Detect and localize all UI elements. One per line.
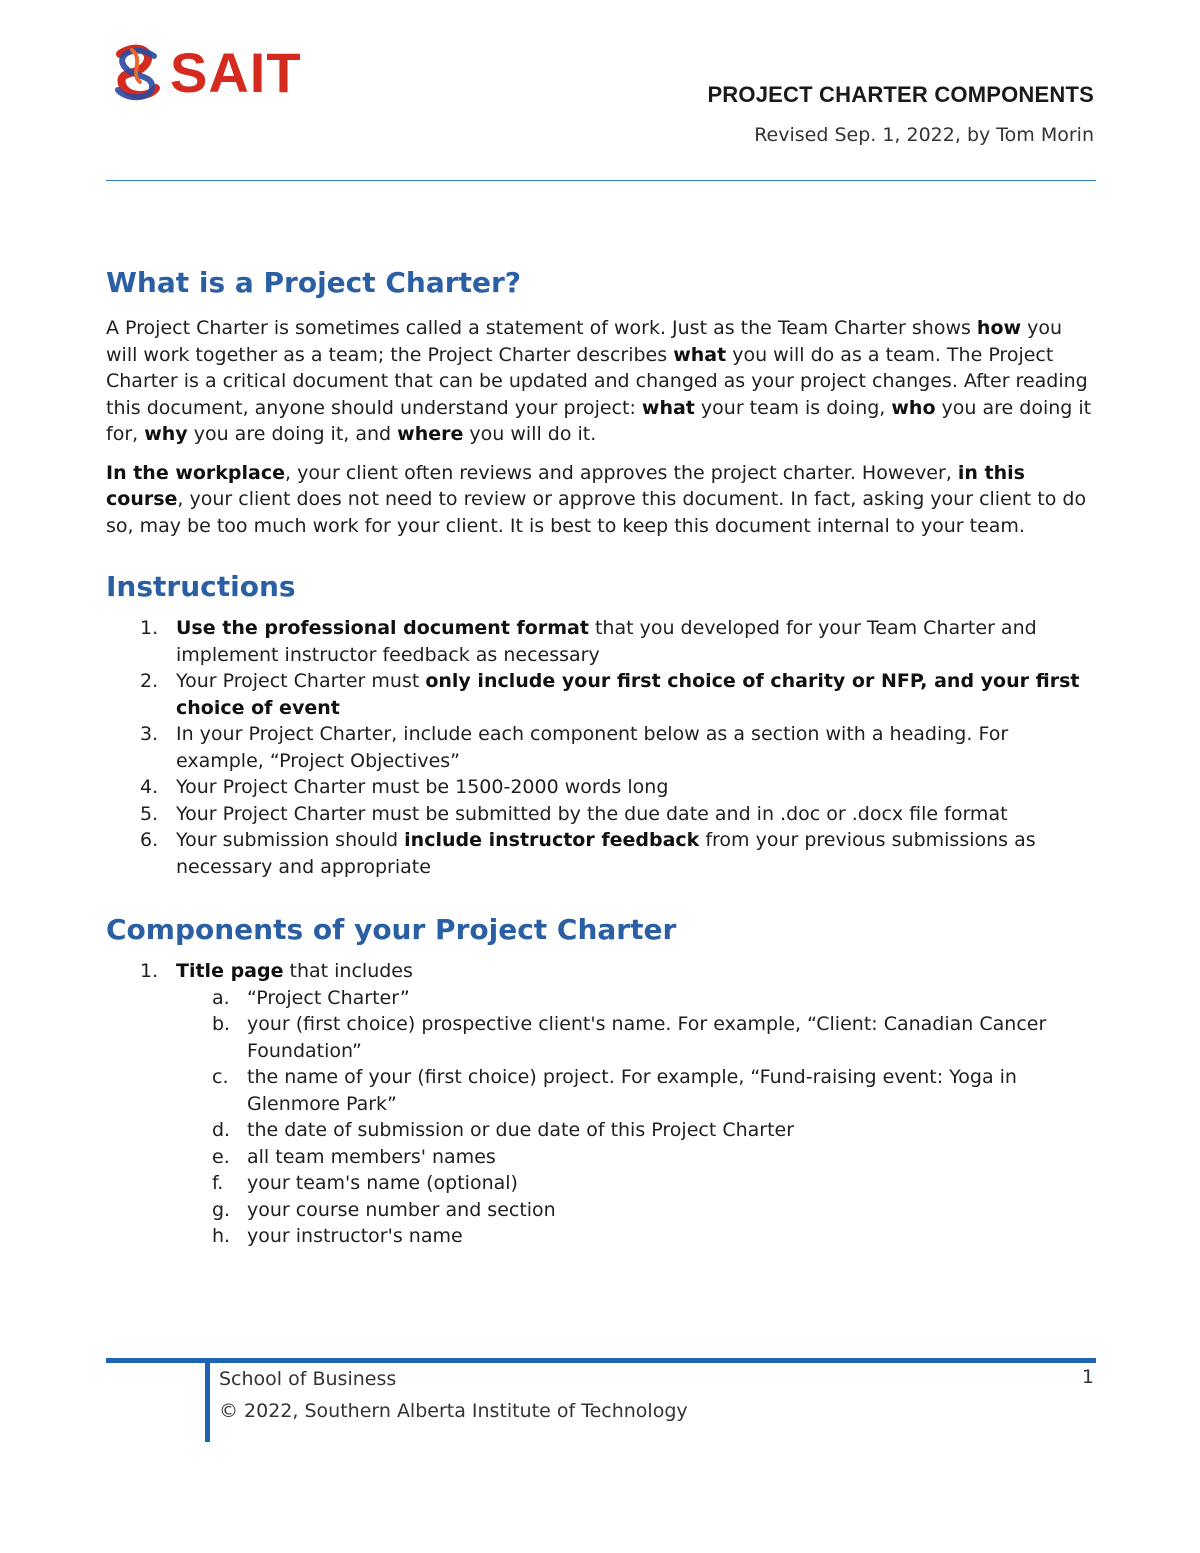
intro-paragraph bbox=[106, 315, 1096, 448]
sub-list-letter: h. bbox=[212, 1225, 231, 1247]
bold-text-run: only include your first choice of charity or NFP, and your first choice of event bbox=[176, 670, 1080, 719]
list-item-text: that includes bbox=[283, 960, 413, 982]
list-number: 4. bbox=[140, 776, 159, 798]
footer-copyright: © 2022, Southern Alberta Institute of Technology bbox=[219, 1400, 688, 1422]
list-item-text bbox=[176, 723, 1008, 772]
sub-list-text: your instructor's name bbox=[247, 1225, 463, 1247]
document-body bbox=[106, 255, 1096, 1250]
sub-list-text: your course number and section bbox=[247, 1198, 556, 1221]
list-item bbox=[106, 827, 1096, 880]
revision-note: Revised Sep. 1, 2022, by Tom Morin bbox=[754, 124, 1094, 146]
list-number: 3. bbox=[140, 723, 159, 745]
list-number: 2. bbox=[140, 670, 159, 692]
title-page-label: Title page bbox=[176, 960, 284, 982]
sub-list-letter: f. bbox=[212, 1172, 224, 1194]
list-item-text bbox=[176, 776, 668, 798]
text-run: Your Project Charter must bbox=[176, 670, 426, 692]
bold-text-run: why bbox=[144, 423, 188, 445]
sub-list-text: “Project Charter” bbox=[247, 986, 410, 1009]
sub-list-item bbox=[176, 1197, 1096, 1224]
title-page-sublist bbox=[176, 985, 1096, 1250]
list-item bbox=[106, 958, 1096, 1250]
text-run: you will do as a team. The Project Charter is a critical document that can be updated and changed as your project changes. After reading this document, anyone should understand your project: bbox=[106, 343, 1088, 419]
text-run: that you developed for your Team Charter and implement instructor feedback as necessary bbox=[176, 617, 1037, 666]
sait-logo-icon bbox=[110, 44, 164, 102]
sub-list-item bbox=[176, 985, 1096, 1012]
text-run: In your Project Charter, include each component below as a section with a heading. For example, “Project Objectives” bbox=[176, 723, 1009, 772]
text-run: you will work together as a team; the Project Charter describes bbox=[106, 317, 1063, 366]
list-number: 5. bbox=[140, 802, 159, 825]
text-run: , your client often reviews and approves the project charter. However, bbox=[285, 461, 958, 484]
sub-list-item bbox=[176, 1117, 1096, 1144]
logo-text: SAIT bbox=[170, 41, 302, 104]
sub-list-text: the name of your (first choice) project. For example, “Fund-raising event: Yoga in Glenmore Park” bbox=[247, 1066, 1017, 1115]
list-item bbox=[106, 668, 1096, 721]
section-heading-what-is: What is a Project Charter? bbox=[106, 266, 521, 299]
list-item-text bbox=[176, 670, 1079, 719]
text-run: , your client does not need to review or approve this document. In fact, asking your client to do so, may be too much work for your client. It is best to keep this document internal to your team. bbox=[106, 488, 1087, 537]
text-run: from your previous submissions as necessary and appropriate bbox=[176, 829, 1036, 878]
text-run: Your submission should bbox=[176, 829, 405, 851]
components-list bbox=[106, 958, 1096, 1250]
sub-list-text: your team's name (optional) bbox=[247, 1172, 518, 1194]
sub-list-letter: c. bbox=[212, 1066, 229, 1088]
footer-school-name: School of Business bbox=[219, 1368, 397, 1390]
header-divider bbox=[106, 180, 1096, 181]
page-number: 1 bbox=[1081, 1366, 1094, 1388]
sub-list-item bbox=[176, 1170, 1096, 1197]
text-run: you are doing it, and bbox=[187, 423, 398, 445]
text-run: Your Project Charter must be submitted by the due date and in .doc or .docx file format bbox=[176, 802, 1008, 825]
bold-text-run: what bbox=[673, 343, 727, 366]
sub-list-item bbox=[176, 1011, 1096, 1064]
workplace-paragraph bbox=[106, 460, 1096, 540]
section-heading-components: Components of your Project Charter bbox=[106, 913, 677, 946]
bold-text-run: Use the professional document format bbox=[176, 617, 589, 639]
sub-list-text: the date of submission or due date of this Project Charter bbox=[247, 1119, 795, 1141]
sub-list-letter: b. bbox=[212, 1013, 231, 1035]
bold-text-run: where bbox=[397, 423, 464, 445]
footer-divider bbox=[106, 1358, 1096, 1363]
sub-list-letter: a. bbox=[212, 986, 230, 1009]
bold-text-run: what bbox=[641, 396, 695, 419]
bold-text-run: In the workplace bbox=[106, 461, 286, 484]
sub-list-letter: d. bbox=[212, 1119, 231, 1141]
footer-accent-bar bbox=[205, 1358, 210, 1442]
sait-logo bbox=[110, 41, 302, 104]
list-item-text bbox=[176, 617, 1037, 666]
list-number: 1. bbox=[140, 960, 159, 982]
sub-list-text: all team members' names bbox=[247, 1145, 496, 1168]
sub-list-letter: e. bbox=[212, 1145, 230, 1168]
list-item-text bbox=[176, 803, 1008, 825]
sub-list-item bbox=[176, 1064, 1096, 1117]
text-run: your team is doing, bbox=[694, 396, 892, 419]
text-run: A Project Charter is sometimes called a statement of work. Just as the Team Charter shows bbox=[106, 317, 977, 339]
list-item bbox=[106, 721, 1096, 774]
list-item-text bbox=[176, 829, 1036, 878]
text-run: you are doing it for, bbox=[106, 396, 1092, 445]
sub-list-item bbox=[176, 1144, 1096, 1171]
document-title: PROJECT CHARTER COMPONENTS bbox=[707, 82, 1094, 107]
sub-list-text: your (first choice) prospective client's name. For example, “Client: Canadian Cancer Foundation” bbox=[247, 1013, 1047, 1062]
sub-list-item bbox=[176, 1223, 1096, 1250]
list-item bbox=[106, 774, 1096, 801]
list-number: 6. bbox=[140, 829, 159, 851]
bold-text-run: who bbox=[891, 396, 936, 419]
text-run: Your Project Charter must be 1500-2000 words long bbox=[176, 776, 669, 798]
section-heading-instructions: Instructions bbox=[106, 570, 296, 603]
sub-list-letter: g. bbox=[212, 1198, 231, 1221]
bold-text-run: include instructor feedback bbox=[404, 829, 700, 851]
list-item bbox=[106, 801, 1096, 828]
bold-text-run: how bbox=[976, 317, 1022, 339]
instructions-list bbox=[106, 615, 1096, 880]
text-run: you will do it. bbox=[463, 423, 597, 445]
bold-text-run: in this course bbox=[106, 461, 1025, 510]
list-number: 1. bbox=[140, 617, 159, 639]
list-item bbox=[106, 615, 1096, 668]
